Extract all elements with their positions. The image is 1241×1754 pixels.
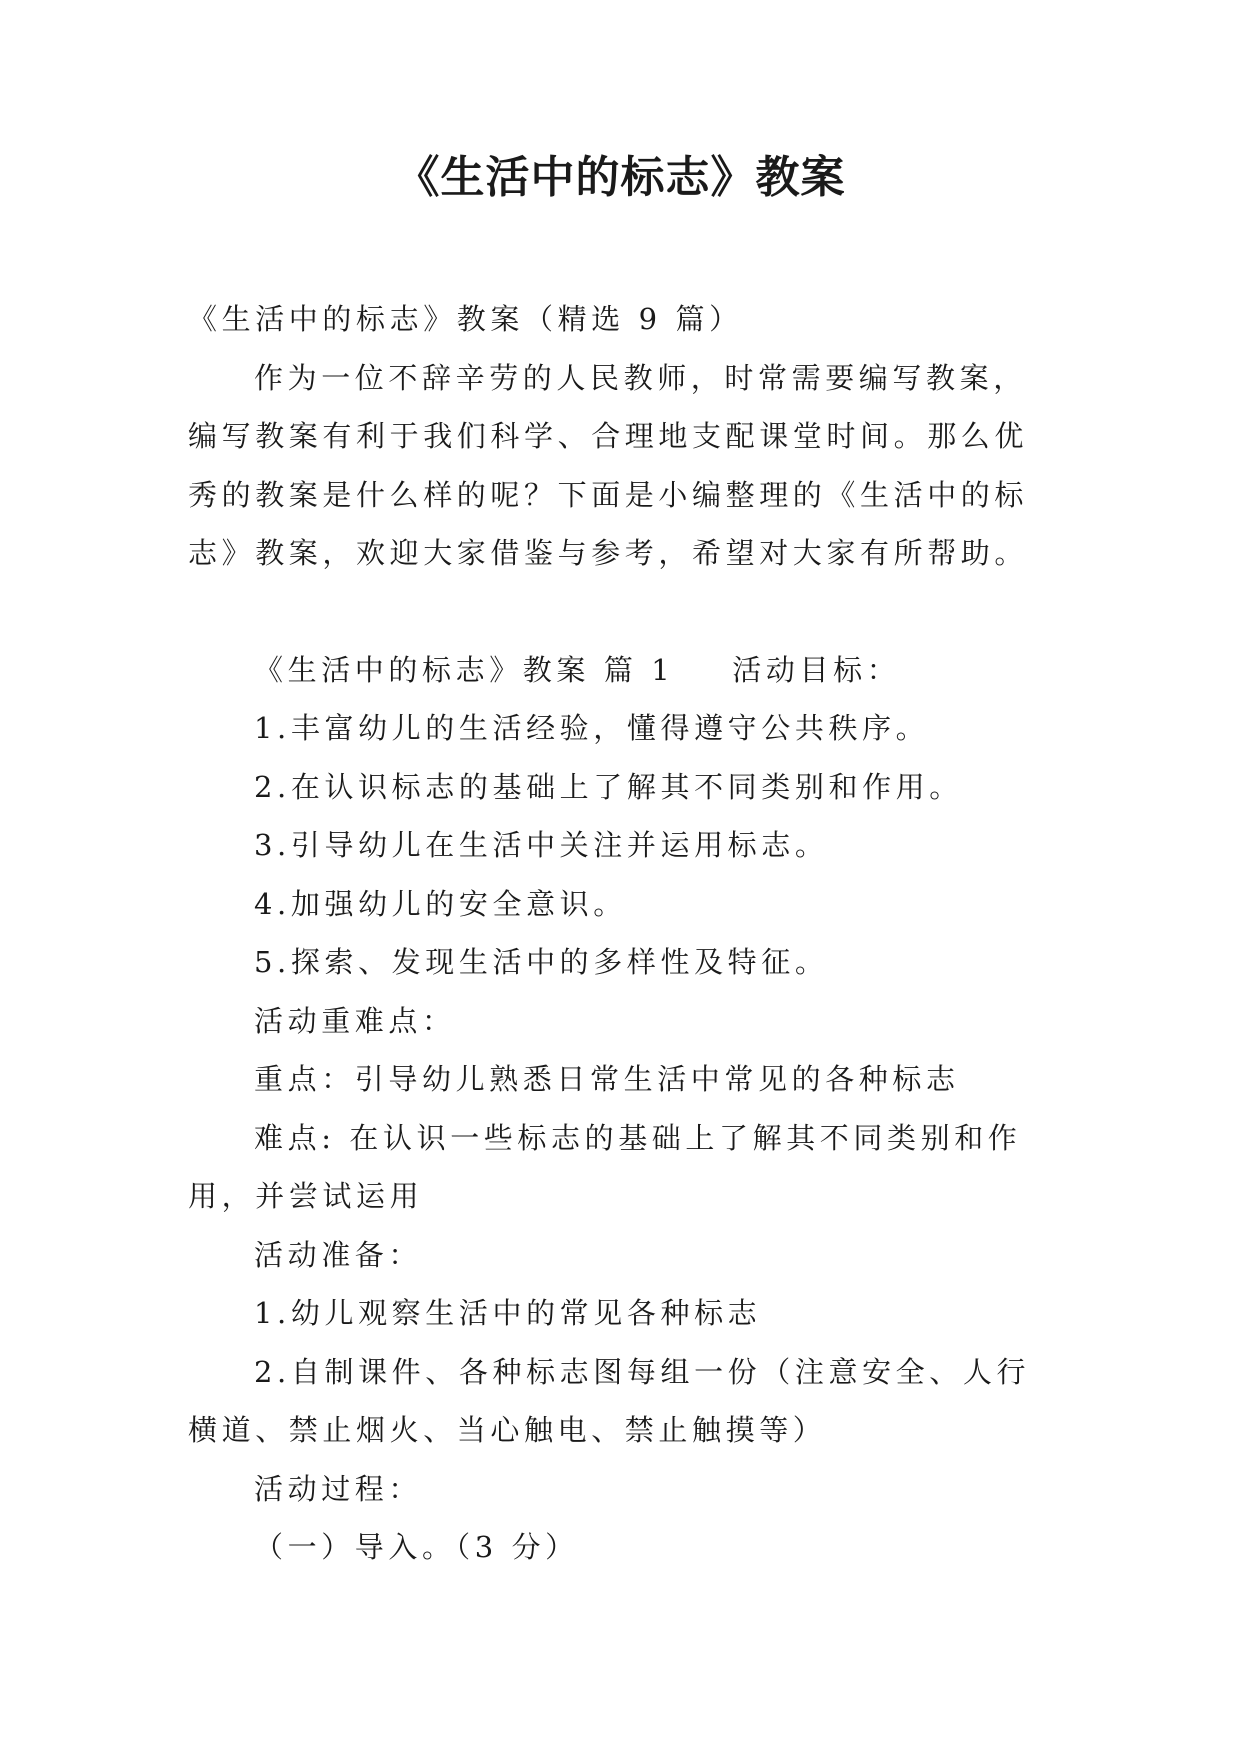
goal-item-1: 1.丰富幼儿的生活经验，懂得遵守公共秩序。 [254, 711, 930, 745]
intro-paragraph: 作为一位不辞辛劳的人民教师，时常需要编写教案，编写教案有利于我们科学、合理地支配课堂时间。那么优秀的教案是什么样的呢？下面是小编整理的《生活中的标志》教案，欢迎大家借鉴与参考，希望对大家有所帮助。 [188, 360, 1029, 570]
section-heading: 《生活中的标志》教案 篇 1 [254, 652, 675, 687]
goal-item-4: 4.加强幼儿的安全意识。 [254, 886, 627, 921]
preparation-heading: 活动准备： [254, 1237, 423, 1272]
difficult-point: 难点: 在认识一些标志的基础上了解其不同类别和作用，并尝试运用 [188, 1120, 1022, 1213]
goal-item-3: 3.引导幼儿在生活中关注并运用标志。 [254, 828, 829, 862]
document-body [188, 290, 1054, 1577]
key-point: 重点：引导幼儿熟悉日常生活中常见的各种标志 [254, 1062, 960, 1096]
process-heading: 活动过程： [254, 1471, 423, 1506]
section-goal-label: 活动目标： [732, 652, 901, 687]
goal-item-5: 5.探索、发现生活中的多样性及特征。 [254, 945, 829, 979]
preparation-item-2: 2.自制课件、各种标志图每组一份（注意安全、人行横道、禁止烟火、当心触电、禁止触摸等） [188, 1354, 1031, 1447]
goal-item-2: 2.在认识标志的基础上了解其不同类别和作用。 [254, 769, 963, 804]
key-points-heading: 活动重难点： [254, 1003, 456, 1038]
preparation-item-1: 1.幼儿观察生活中的常见各种标志 [254, 1296, 762, 1330]
section-heading-line [188, 641, 1054, 700]
process-step-1: （一）导入。（3 分） [254, 1530, 579, 1564]
document-subtitle: 《生活中的标志》教案（精选 9 篇） [188, 302, 743, 336]
page-title: 《生活中的标志》教案 [395, 152, 846, 203]
paragraph-spacer [188, 583, 1054, 641]
